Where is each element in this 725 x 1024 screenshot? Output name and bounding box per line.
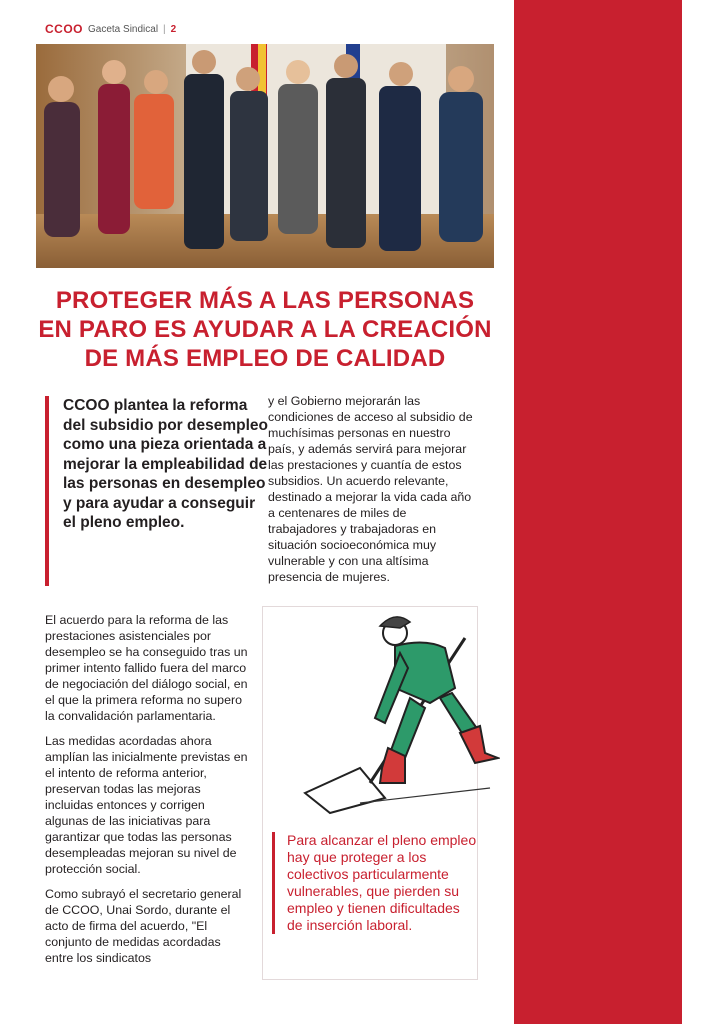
body-right-column-top: y el Gobierno mejorarán las condiciones de acceso al subsidio de muchísimas personas en nuestro país, y además servirá para mejorar las prestaciones y cuantía de estos subsidios. Un acuerdo relevante, destinado a mejorar la vida cada año a centenares de miles de trabajadores y trabajadoras en situación socioeconómica muy vulnerable y con una altísima presencia de mujeres. — [268, 394, 473, 584]
shovel-worker-icon — [300, 608, 500, 818]
header-separator: | — [163, 23, 166, 35]
page-header — [45, 22, 176, 36]
lead-paragraph-block — [45, 396, 268, 586]
pull-quote-text: Para alcanzar el pleno empleo hay que proteger a los colectivos particularmente vulnerables, que pierden su empleo y tienen dificultades de inserción laboral. — [287, 832, 477, 933]
body-left-column — [45, 612, 250, 975]
publication-name: Gaceta Sindical — [88, 23, 159, 35]
headline-line-2: EN PARO ES AYUDAR A LA CREACIÓN — [38, 316, 492, 343]
decorative-red-band — [514, 0, 682, 1024]
worker-illustration — [300, 608, 500, 818]
headline-line-3: DE MÁS EMPLEO DE CALIDAD — [84, 345, 446, 372]
headline-line-1: PROTEGER MÁS A LAS PERSONAS — [55, 287, 475, 314]
page-number: 2 — [170, 23, 177, 35]
group-photo-graphic — [36, 44, 494, 268]
body-paragraph-1: El acuerdo para la reforma de las prestaciones asistenciales por desempleo se ha conseguido tras un primer intento fallido fuera del marco de negociación del diálogo social, en el que la primera reforma no supero la convalidación parlamentaria. — [45, 613, 248, 723]
group-photo — [36, 44, 494, 268]
ccoo-logo: CCOO — [45, 22, 83, 36]
lead-paragraph: CCOO plantea la reforma del subsidio por desempleo como una pieza orientada a mejorar la empleabilidad de las personas en desempleo y para ayudar a conseguir el pleno empleo. — [63, 397, 268, 531]
headline — [36, 286, 494, 373]
body-paragraph-3: Como subrayó el secretario general de CCOO, Unai Sordo, durante el acto de firma del acuerdo, "El conjunto de medidas acordadas entre los sindicatos — [45, 887, 242, 965]
pull-quote — [272, 832, 477, 934]
body-paragraph-2: Las medidas acordadas ahora amplían las inicialmente previstas en el intento de reforma anterior, preservan todas las mejoras incluidas entonces y corrigen algunas de las iniciativas para garantizar que todas las personas desempleadas mejoran su nivel de protección social. — [45, 734, 248, 876]
